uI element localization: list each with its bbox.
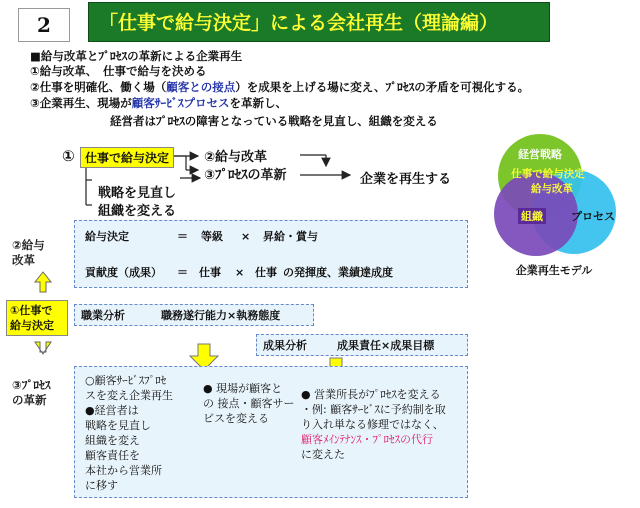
eq-row1-c: 昇給・賞与 xyxy=(263,230,318,243)
col1-line: 組織を変え xyxy=(85,434,140,447)
col2-line: ● 現場が顧客と xyxy=(203,382,283,395)
col3-line: ● 営業所長がﾌﾟﾛｾｽを変える xyxy=(301,388,441,401)
col3-line: り入れ単なる修理ではなく、 xyxy=(301,418,444,431)
venn-job-pay-label: 仕事で給与決定 xyxy=(511,168,585,180)
col1-line: スを変え企業再生 xyxy=(85,389,173,402)
eq-row1-x: × xyxy=(241,230,251,243)
eq-row1-a: 給与決定 xyxy=(85,230,129,243)
col3-line: に変えた xyxy=(301,448,345,461)
page-title: 「仕事で給与決定」による会社再生（理論編） xyxy=(88,2,550,42)
eq-row2-b: 仕事 xyxy=(199,266,221,279)
analysis2-label: 成果分析 xyxy=(263,339,307,352)
venn-pay-reform-label: 給与改革 xyxy=(531,183,573,195)
intro-heading: ■給与改革とﾌﾟﾛｾｽの革新による企業再生 xyxy=(30,49,243,63)
flow-step1-label: 仕事で給与決定 xyxy=(80,147,174,168)
analysis2-result: 成果責任×成果目標 xyxy=(337,339,435,352)
side-step1-line1: ①仕事で xyxy=(10,304,53,317)
bottom-col1 xyxy=(85,373,195,493)
flow-strategy-line1: 戦略を見直し xyxy=(98,186,177,201)
side-process: ③ﾌﾟﾛｾｽの革新 xyxy=(12,378,51,407)
eq-row2-x: × xyxy=(235,266,245,279)
eq-row1-b: 等級 xyxy=(201,230,223,243)
analysis1-box xyxy=(74,304,314,326)
side-pay-reform: ②給与改革 xyxy=(12,238,45,267)
col1-line: に移す xyxy=(85,479,118,492)
venn-process-label: プロセス xyxy=(571,210,615,223)
analysis1-label: 職業分析 xyxy=(81,309,125,322)
col1-line: 戦略を見直し xyxy=(85,419,151,432)
venn-strategy-label: 経営戦略 xyxy=(518,148,562,161)
flow-step2-label: ②給与改革 xyxy=(204,150,268,165)
flow-result-label: 企業を再生する xyxy=(360,172,452,187)
col3-highlight: 顧客ﾒｲﾝﾃﾅﾝｽ・ﾌﾟﾛｾｽの代行 xyxy=(301,433,433,446)
eq-row2-c: 仕事 xyxy=(255,266,277,279)
eq-row2-eq: ＝ xyxy=(177,266,188,279)
col1-line: ○顧客ｻｰﾋﾞｽﾌﾟﾛｾ xyxy=(85,374,167,387)
intro-line-2-b: 顧客との接点 xyxy=(166,80,236,94)
eq-row2-d: の発揮度、業績達成度 xyxy=(283,266,393,279)
col2-line: ビスを変える xyxy=(203,412,269,425)
intro-line-3-c: を革新し、 xyxy=(229,96,287,110)
col1-line: 本社から営業所 xyxy=(85,464,162,477)
flow-step3-label: ③ﾌﾟﾛｾｽの革新 xyxy=(204,168,287,183)
col1-line: 顧客責任を xyxy=(85,449,140,462)
intro-line-2-c: ）を成果を上げる場に変え、ﾌﾟﾛｾｽの矛盾を可視化する。 xyxy=(235,80,530,94)
flow-strategy-line2: 組織を変える xyxy=(98,204,177,219)
analysis2-box xyxy=(256,334,468,356)
intro-line-1: ①給与改革、 仕事で給与を決める xyxy=(30,64,207,78)
side-step1-box xyxy=(6,300,68,336)
bottom-col2 xyxy=(203,381,295,426)
analysis1-result: 職務遂行能力×執務態度 xyxy=(161,309,281,322)
col2-line: の 接点・顧客サー xyxy=(203,397,295,410)
intro-line-2-a: ②仕事を明確化、働く場（ xyxy=(30,80,167,94)
side-up-arrow xyxy=(35,272,51,292)
bottom-box xyxy=(74,366,468,498)
intro-line-3-b: 顧客ｻｰﾋﾞｽプロセス xyxy=(131,96,230,110)
flow-circle-1: ① xyxy=(62,147,75,165)
section-number: 2 xyxy=(18,8,70,42)
eq-row2-a: 貢献度（成果） xyxy=(85,266,162,279)
col1-line: ●経営者は xyxy=(85,404,139,417)
eq-row1-eq: ＝ xyxy=(177,230,188,243)
venn-organization-label: 組織 xyxy=(518,208,546,224)
side-down-arrow xyxy=(35,342,51,354)
side-step1-line2: 給与決定 xyxy=(10,319,54,332)
equation-box xyxy=(74,220,468,288)
venn-caption: 企業再生モデル xyxy=(515,264,593,277)
intro-line-4: 経営者はﾌﾟﾛｾｽの障害となっている戦略を見直し、組織を変える xyxy=(110,114,438,128)
intro-line-3-a: ③企業再生、現場が xyxy=(30,96,132,110)
bottom-col3 xyxy=(301,387,467,462)
col3-line: ・例: 顧客ｻｰﾋﾞｽに予約制を取 xyxy=(301,403,446,416)
